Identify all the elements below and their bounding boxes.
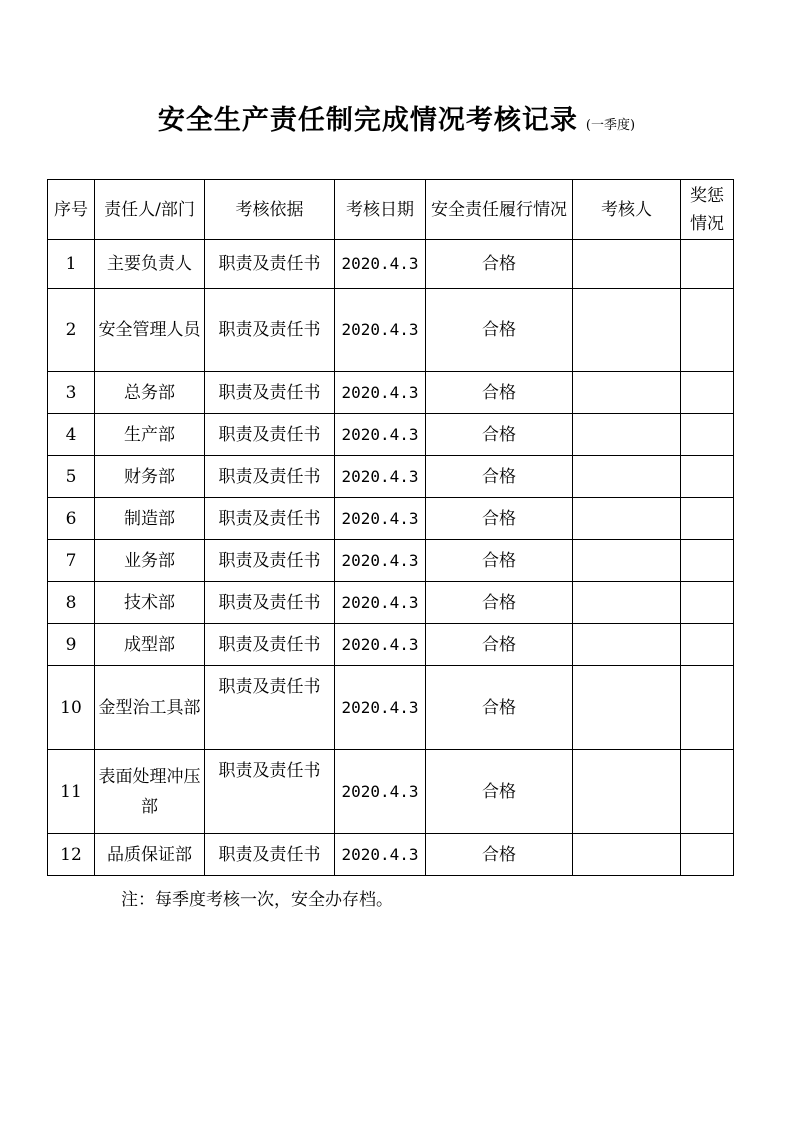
cell-basis: 职责及责任书: [205, 624, 335, 666]
cell-dept: 安全管理人员: [95, 289, 205, 372]
cell-assessor: [573, 289, 681, 372]
cell-status: 合格: [426, 750, 573, 834]
cell-date: 2020.4.3: [335, 414, 426, 456]
cell-dept: 品质保证部: [95, 834, 205, 876]
cell-basis: 职责及责任书: [205, 289, 335, 372]
cell-basis: 职责及责任书: [205, 240, 335, 289]
cell-assessor: [573, 240, 681, 289]
cell-status: 合格: [426, 834, 573, 876]
cell-basis: 职责及责任书: [205, 456, 335, 498]
cell-reward: [681, 372, 734, 414]
cell-dept: 金型治工具部: [95, 666, 205, 750]
cell-date: 2020.4.3: [335, 240, 426, 289]
header-cell: 责任人/部门: [95, 180, 205, 240]
table-row: [48, 289, 734, 372]
cell-assessor: [573, 750, 681, 834]
cell-no: 3: [48, 372, 95, 414]
cell-reward: [681, 834, 734, 876]
cell-reward: [681, 624, 734, 666]
cell-assessor: [573, 624, 681, 666]
header-cell: 奖惩情况: [681, 180, 734, 240]
cell-date: 2020.4.3: [335, 540, 426, 582]
cell-status: 合格: [426, 498, 573, 540]
cell-reward: [681, 750, 734, 834]
header-cell: 考核人: [573, 180, 681, 240]
cell-date: 2020.4.3: [335, 372, 426, 414]
header-cell: 安全责任履行情况: [426, 180, 573, 240]
page-title: 安全生产责任制完成情况考核记录: [157, 105, 578, 136]
cell-date: 2020.4.3: [335, 498, 426, 540]
page-subtitle: (一季度): [585, 118, 636, 133]
cell-no: 9: [48, 624, 95, 666]
cell-basis: 职责及责任书: [205, 540, 335, 582]
cell-dept: 表面处理冲压部: [95, 750, 205, 834]
cell-date: 2020.4.3: [335, 456, 426, 498]
cell-reward: [681, 456, 734, 498]
header-cell: 考核依据: [205, 180, 335, 240]
cell-basis: 职责及责任书: [205, 372, 335, 414]
cell-basis: 职责及责任书: [205, 414, 335, 456]
cell-dept: 制造部: [95, 498, 205, 540]
cell-basis: 职责及责任书: [205, 582, 335, 624]
cell-status: 合格: [426, 289, 573, 372]
cell-no: 4: [48, 414, 95, 456]
cell-status: 合格: [426, 540, 573, 582]
cell-date: 2020.4.3: [335, 624, 426, 666]
cell-dept: 总务部: [95, 372, 205, 414]
table-row: [48, 624, 734, 666]
table-row: [48, 834, 734, 876]
cell-status: 合格: [426, 456, 573, 498]
cell-reward: [681, 414, 734, 456]
cell-reward: [681, 289, 734, 372]
cell-basis: 职责及责任书: [205, 750, 335, 834]
cell-reward: [681, 240, 734, 289]
cell-reward: [681, 582, 734, 624]
cell-no: 7: [48, 540, 95, 582]
cell-assessor: [573, 582, 681, 624]
cell-date: 2020.4.3: [335, 289, 426, 372]
cell-status: 合格: [426, 582, 573, 624]
table-row: [48, 372, 734, 414]
cell-no: 1: [48, 240, 95, 289]
table-row: [48, 456, 734, 498]
table-row: [48, 540, 734, 582]
cell-date: 2020.4.3: [335, 750, 426, 834]
cell-reward: [681, 666, 734, 750]
cell-no: 6: [48, 498, 95, 540]
header-cell: 考核日期: [335, 180, 426, 240]
header-cell: 序号: [48, 180, 95, 240]
header-row: [48, 180, 734, 240]
cell-basis: 职责及责任书: [205, 498, 335, 540]
cell-assessor: [573, 414, 681, 456]
cell-no: 12: [48, 834, 95, 876]
cell-no: 2: [48, 289, 95, 372]
cell-reward: [681, 498, 734, 540]
cell-reward: [681, 540, 734, 582]
cell-basis: 职责及责任书: [205, 666, 335, 750]
cell-dept: 业务部: [95, 540, 205, 582]
cell-status: 合格: [426, 240, 573, 289]
title-block: [0, 98, 793, 137]
table-row: [48, 750, 734, 834]
cell-date: 2020.4.3: [335, 582, 426, 624]
cell-status: 合格: [426, 624, 573, 666]
cell-no: 8: [48, 582, 95, 624]
cell-date: 2020.4.3: [335, 834, 426, 876]
table-row: [48, 414, 734, 456]
table-row: [48, 666, 734, 750]
cell-assessor: [573, 372, 681, 414]
cell-assessor: [573, 666, 681, 750]
cell-basis: 职责及责任书: [205, 834, 335, 876]
cell-dept: 生产部: [95, 414, 205, 456]
footnote: 注：每季度考核一次，安全办存档。: [121, 890, 393, 910]
cell-no: 10: [48, 666, 95, 750]
cell-dept: 主要负责人: [95, 240, 205, 289]
cell-assessor: [573, 540, 681, 582]
cell-dept: 成型部: [95, 624, 205, 666]
assessment-table: [47, 179, 734, 876]
cell-status: 合格: [426, 414, 573, 456]
table-row: [48, 582, 734, 624]
table-row: [48, 498, 734, 540]
table-row: [48, 240, 734, 289]
cell-no: 11: [48, 750, 95, 834]
cell-assessor: [573, 456, 681, 498]
cell-dept: 技术部: [95, 582, 205, 624]
cell-date: 2020.4.3: [335, 666, 426, 750]
cell-assessor: [573, 498, 681, 540]
cell-no: 5: [48, 456, 95, 498]
cell-status: 合格: [426, 372, 573, 414]
cell-assessor: [573, 834, 681, 876]
cell-dept: 财务部: [95, 456, 205, 498]
cell-status: 合格: [426, 666, 573, 750]
